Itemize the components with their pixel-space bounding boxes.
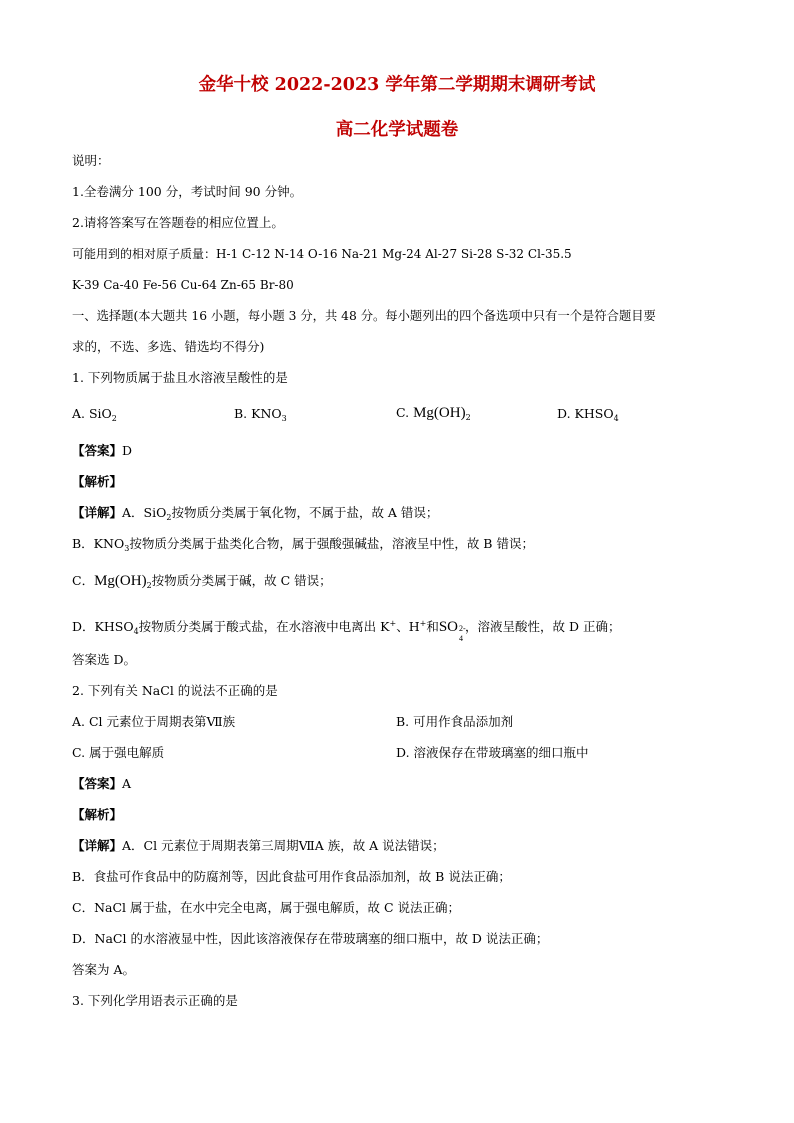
question-1-option-a — [72, 406, 117, 427]
question-1-detail-c — [72, 570, 332, 597]
question-2-detail-b: B．食盐可作食品中的防腐剂等，因此食盐可用作食品添加剂，故 B 说法正确； — [72, 869, 511, 884]
question-1-option-c — [396, 402, 471, 429]
subscript: 2 — [111, 414, 117, 423]
question-2-option-c: C. 属于强电解质 — [72, 745, 165, 760]
superscript: + — [389, 619, 397, 628]
question-3-stem: 3. 下列化学用语表示正确的是 — [72, 993, 238, 1008]
option-b-text: B. KNO — [234, 406, 282, 421]
detail-text: B．KNO — [72, 536, 125, 551]
question-2-option-d: D. 溶液保存在带玻璃塞的细口瓶中 — [396, 745, 589, 760]
instruction-item-1: 1.全卷满分 100 分，考试时间 90 分钟。 — [72, 184, 303, 199]
atomic-masses-line-2: K-39 Ca-40 Fe-56 Cu-64 Zn-65 Br-80 — [72, 278, 294, 292]
question-2-detail-d: D．NaCl 的水溶液显中性，因此该溶液保存在带玻璃塞的细口瓶中，故 D 说法正确； — [72, 931, 549, 946]
option-a-text: A. SiO — [72, 406, 112, 421]
question-1-detail-b — [72, 536, 534, 557]
question-2-option-b: B. 可用作食品添加剂 — [396, 714, 514, 729]
detail-text: A．SiO — [122, 505, 167, 520]
page-subtitle: 高二化学试题卷 — [335, 120, 459, 140]
sulfate-ion-formula: SO — [438, 619, 459, 635]
detail-text: 和 — [426, 619, 439, 634]
subscript: 4 — [133, 627, 139, 636]
ion-charge-sup: 2- — [459, 623, 466, 633]
question-1-detail-d — [72, 613, 621, 643]
question-2-stem: 2. 下列有关 NaCl 的说法不正确的是 — [72, 683, 278, 698]
subscript: 3 — [124, 544, 130, 553]
instructions-label: 说明： — [72, 153, 110, 168]
detail-formula: Mg(OH) — [94, 573, 147, 589]
question-2-answer — [72, 776, 131, 792]
answer-value: A — [122, 776, 132, 791]
question-1-detail-a — [72, 505, 438, 526]
question-1-conclusion: 答案选 D。 — [72, 652, 136, 667]
question-1-analysis-label: 【解析】 — [72, 474, 123, 489]
ion-charge-sub: 4 — [459, 633, 464, 643]
option-d-text: D. KHSO — [557, 406, 614, 421]
question-1-option-b — [234, 406, 287, 427]
option-c-formula: Mg(OH) — [413, 405, 466, 421]
detail-label: 【详解】 — [72, 505, 123, 520]
subscript: 2 — [465, 413, 471, 422]
ion-charge — [458, 620, 466, 643]
section-heading-line-2: 求的，不选、多选、错选均不得分) — [72, 339, 265, 354]
detail-text: ，溶液呈酸性，故 D 正确； — [465, 619, 621, 634]
detail-text: 按物质分类属于氧化物，不属于盐，故 A 错误； — [171, 505, 439, 520]
detail-text: 按物质分类属于碱，故 C 错误； — [151, 573, 332, 588]
detail-text: 按物质分类属于酸式盐，在水溶液中电离出 K — [138, 619, 390, 634]
question-2-analysis-label: 【解析】 — [72, 807, 123, 822]
detail-text: C． — [72, 573, 95, 588]
subscript: 2 — [166, 513, 172, 522]
subscript: 3 — [281, 414, 287, 423]
answer-label: 【答案】 — [72, 776, 123, 791]
detail-text: A．Cl 元素位于周期表第三周期ⅦA 族，故 A 说法错误； — [122, 838, 445, 853]
question-2-conclusion: 答案为 A。 — [72, 962, 136, 977]
subscript: 2 — [146, 581, 152, 590]
question-2-detail-a — [72, 838, 445, 854]
subscript: 4 — [613, 414, 619, 423]
answer-value: D — [122, 443, 133, 458]
detail-text: D．KHSO — [72, 619, 134, 634]
detail-text: 按物质分类属于盐类化合物，属于强酸强碱盐，溶液呈中性，故 B 错误； — [129, 536, 534, 551]
question-1-stem: 1. 下列物质属于盐且水溶液呈酸性的是 — [72, 370, 288, 385]
question-1-answer — [72, 443, 132, 459]
answer-label: 【答案】 — [72, 443, 123, 458]
question-2-option-a: A. Cl 元素位于周期表第Ⅶ族 — [72, 714, 236, 729]
question-1-option-d — [557, 406, 619, 427]
detail-text: 、H — [396, 619, 420, 634]
atomic-masses-line-1: 可能用到的相对原子质量：H-1 C-12 N-14 O-16 Na-21 Mg-24 Al-27 Si-28 S-32 Cl-35.5 — [72, 247, 572, 261]
section-heading-line-1: 一、选择题(本大题共 16 小题，每小题 3 分，共 48 分。每小题列出的四个备选项中只有一个是符合题目要 — [72, 309, 656, 323]
option-c-label: C. — [396, 405, 410, 420]
question-2-detail-c: C．NaCl 属于盐，在水中完全电离，属于强电解质，故 C 说法正确； — [72, 900, 461, 915]
detail-label: 【详解】 — [72, 838, 123, 853]
instruction-item-2: 2.请将答案写在答题卷的相应位置上。 — [72, 215, 284, 230]
superscript: + — [419, 619, 427, 628]
page-title: 金华十校 2022-2023 学年第二学期期末调研考试 — [198, 75, 596, 95]
